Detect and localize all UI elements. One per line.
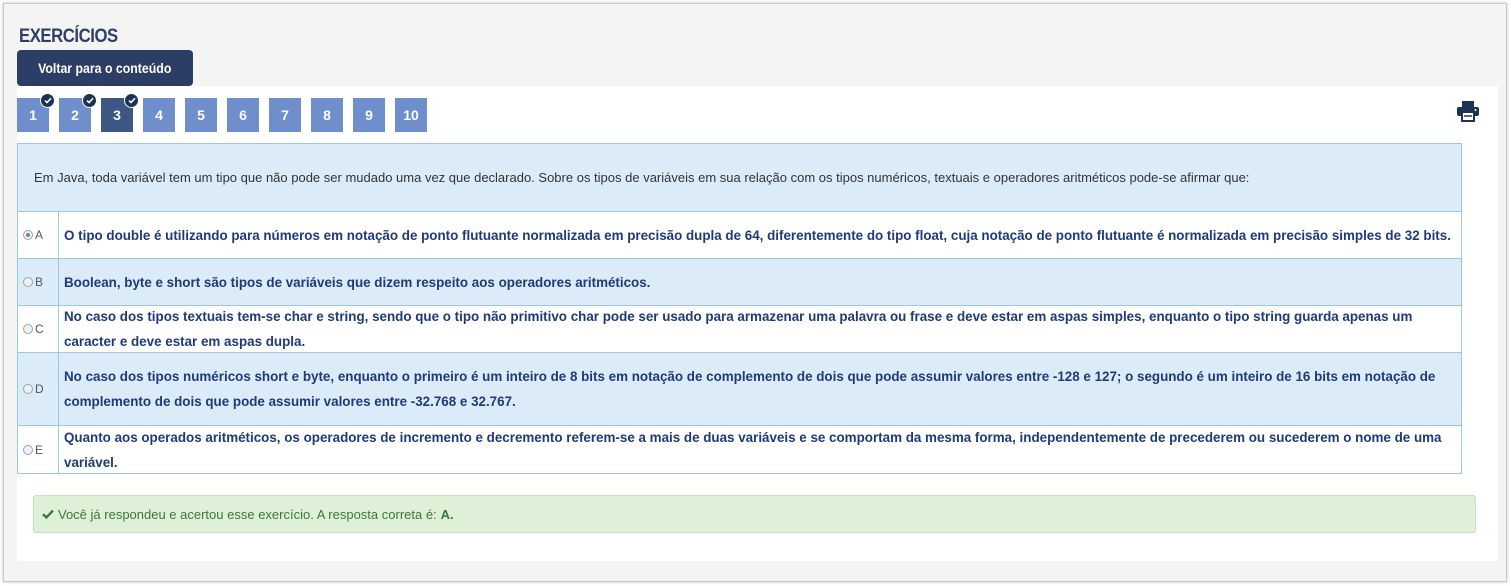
back-button-label: Voltar para o conteúdo [38, 60, 172, 76]
question-number-button[interactable] [311, 98, 343, 132]
question-number-label: 10 [403, 107, 419, 123]
question-number-button[interactable] [59, 98, 91, 132]
answered-check-icon [40, 93, 55, 108]
answered-check-icon [82, 93, 97, 108]
radio-button[interactable] [23, 230, 33, 240]
option-selector[interactable] [18, 212, 59, 258]
question-number-button[interactable] [227, 98, 259, 132]
page-title: EXERCÍCIOS [19, 26, 118, 47]
option-letter: E [35, 442, 44, 457]
question-number-label: 9 [365, 107, 373, 123]
radio-button[interactable] [23, 324, 33, 334]
question-number-label: 2 [71, 107, 79, 123]
radio-button[interactable] [23, 277, 33, 287]
answer-option-d[interactable] [18, 353, 1461, 426]
question-box [17, 143, 1462, 474]
option-text: No caso dos tipos textuais tem-se char e string, sendo que o tipo não primitivo char pode ser usado para armazenar uma palavra ou frase e deve estar em aspas simples, enquanto o tipo string guarda apenas um caracter e deve estar em aspas dupla. [64, 309, 1413, 349]
radio-button[interactable] [23, 384, 33, 394]
radio-button[interactable] [23, 445, 33, 455]
question-number-button[interactable] [269, 98, 301, 132]
option-selector[interactable] [18, 353, 59, 425]
question-number-label: 3 [113, 107, 121, 123]
option-letter: B [35, 275, 44, 289]
answer-option-a[interactable] [18, 212, 1461, 259]
answer-option-e[interactable] [18, 426, 1461, 473]
question-number-label: 1 [29, 107, 37, 123]
feedback-alert [33, 495, 1476, 533]
option-selector[interactable] [18, 259, 59, 305]
question-number-label: 7 [281, 107, 289, 123]
feedback-message: Você já respondeu e acertou esse exercício. A resposta correta é: [58, 506, 437, 522]
correct-answer: A. [440, 506, 454, 522]
option-letter: A [35, 228, 44, 242]
question-number-button[interactable] [185, 98, 217, 132]
check-icon [42, 509, 54, 519]
option-selector[interactable] [18, 306, 59, 352]
answer-option-c[interactable] [18, 306, 1461, 353]
question-number-label: 6 [239, 107, 247, 123]
option-letter: C [35, 322, 44, 336]
option-text: Quanto aos operados aritméticos, os operadores de incremento e decremento referem-se a mais de duas variáveis e se comportam da mesma forma, independentemente de precederem ou sucederem o nome de uma variável. [64, 429, 1442, 470]
question-number-button-active[interactable] [101, 98, 133, 132]
option-letter: D [35, 382, 44, 396]
question-number-button[interactable] [353, 98, 385, 132]
question-statement [18, 144, 1461, 212]
question-number-button[interactable] [17, 98, 49, 132]
back-to-content-button[interactable] [17, 50, 193, 86]
question-number-label: 4 [155, 107, 163, 123]
question-number-label: 8 [323, 107, 331, 123]
question-number-label: 5 [197, 107, 205, 123]
option-selector[interactable] [18, 426, 59, 473]
option-text: O tipo double é utilizando para números em notação de ponto flutuante normalizada em precisão dupla de 64, diferentemente do tipo float, cuja notação de ponto flutuante é normalizada em precisão simples de 32 bits. [64, 227, 1451, 243]
option-text: Boolean, byte e short são tipos de variáveis que dizem respeito aos operadores aritméticos. [64, 274, 651, 290]
answered-check-icon [124, 93, 139, 108]
answer-option-b[interactable] [18, 259, 1461, 306]
exercise-window [3, 3, 1507, 582]
question-number-button[interactable] [143, 98, 175, 132]
question-statement-part1: Em Java, toda variável tem um tipo que não pode ser mudado uma vez que declarado. [34, 170, 535, 185]
question-statement-part2: Sobre os tipos de variáveis em sua relação com os tipos numéricos, textuais e operadores aritméticos pode-se afirmar que: [534, 170, 1250, 185]
question-number-button[interactable] [395, 98, 427, 132]
option-text: No caso dos tipos numéricos short e byte, enquanto o primeiro é um inteiro de 8 bits em notação de complemento de dois que pode assumir valores entre -128 e 127; o segundo é um inteiro de 16 bits em notação de complemento de dois que pode assumir valores entre -32.768 e 32.767. [64, 369, 1436, 409]
exercise-panel [17, 86, 1498, 561]
printer-icon[interactable] [1456, 100, 1480, 122]
